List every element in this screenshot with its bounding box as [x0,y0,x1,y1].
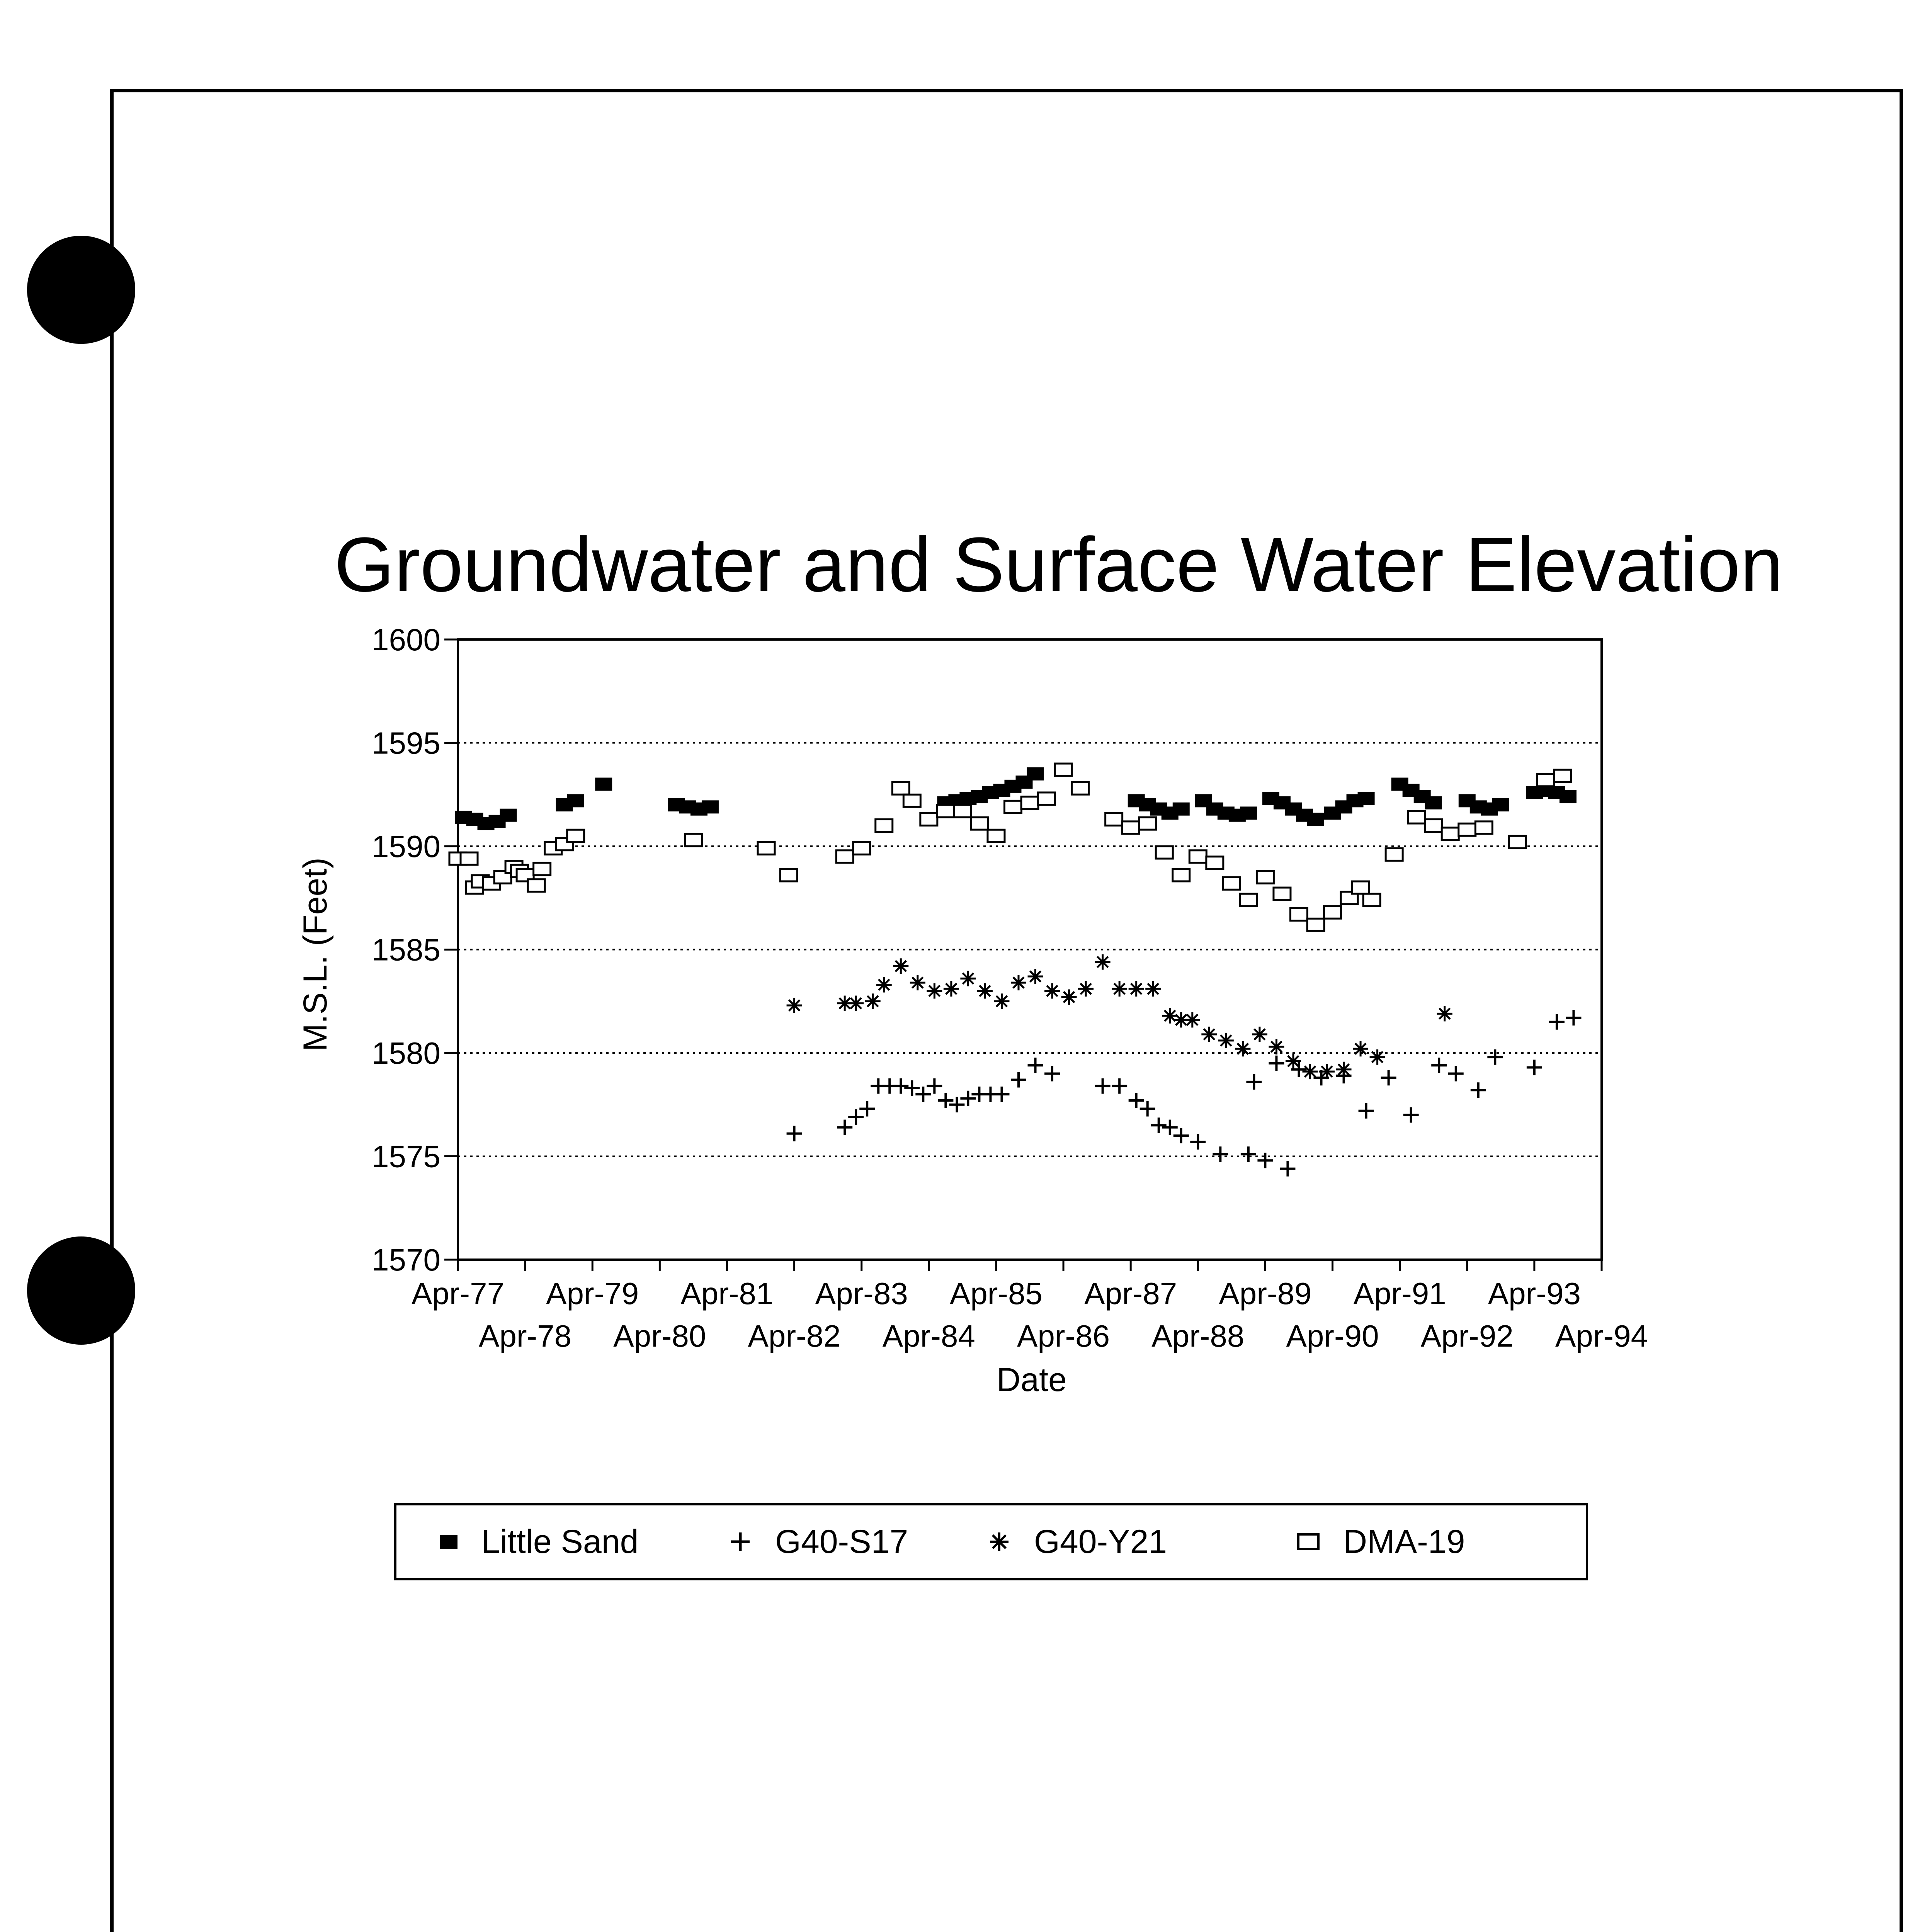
x-tick-label: Apr-91 [1353,1276,1446,1311]
legend-label: G40-Y21 [1034,1523,1167,1560]
y-tick-label: 1590 [372,829,440,864]
y-tick-label: 1595 [372,726,440,760]
y-axis-label: M.S.L. (Feet) [297,857,334,1051]
x-tick-label: Apr-79 [546,1276,639,1311]
x-tick-label: Apr-83 [815,1276,908,1311]
legend-label: DMA-19 [1343,1523,1465,1560]
x-tick-label: Apr-87 [1084,1276,1177,1311]
y-tick-label: 1580 [372,1036,440,1070]
x-tick-label: Apr-77 [411,1276,505,1311]
x-tick-label: Apr-88 [1151,1319,1245,1353]
x-tick-label: Apr-89 [1219,1276,1312,1311]
x-tick-label: Apr-85 [949,1276,1043,1311]
y-tick-label: 1570 [372,1243,440,1277]
x-tick-label: Apr-86 [1017,1319,1110,1353]
chart-title: Groundwater and Surface Water Elevation [334,522,1784,608]
legend-label: Little Sand [481,1523,639,1560]
x-tick-label: Apr-82 [748,1319,841,1353]
x-tick-label: Apr-80 [613,1319,706,1353]
x-tick-label: Apr-93 [1488,1276,1581,1311]
x-tick-label: Apr-90 [1286,1319,1379,1353]
x-tick-label: Apr-84 [882,1319,975,1353]
y-tick-label: 1600 [372,622,440,657]
y-tick-label: 1575 [372,1139,440,1174]
x-axis-label: Date [997,1361,1067,1398]
x-tick-label: Apr-78 [479,1319,572,1353]
legend-label: G40-S17 [775,1523,908,1560]
x-tick-label: Apr-81 [680,1276,774,1311]
y-tick-label: 1585 [372,932,440,967]
x-tick-label: Apr-94 [1555,1319,1648,1353]
x-tick-label: Apr-92 [1420,1319,1514,1353]
